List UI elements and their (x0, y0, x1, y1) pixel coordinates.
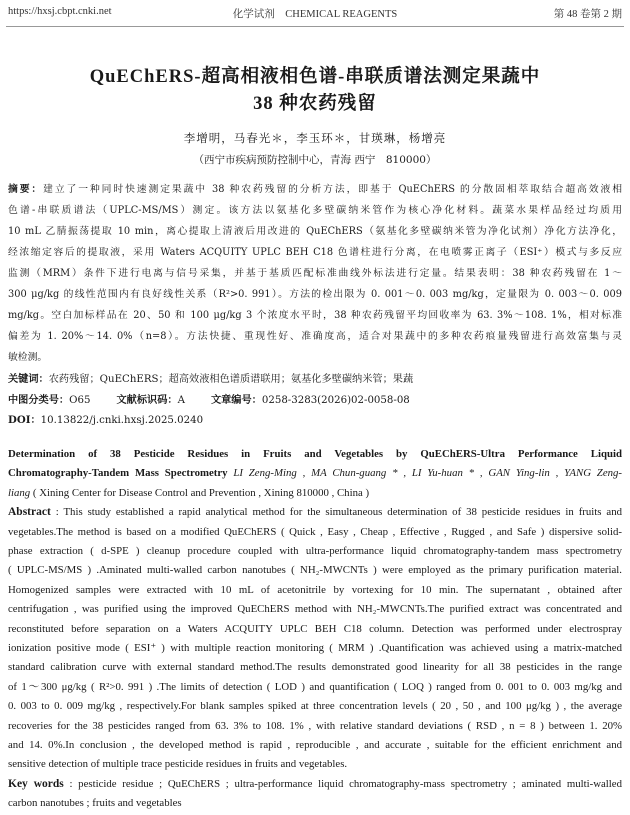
header-rule (6, 26, 624, 27)
article-no-value: 0258-3283(2026)02-0058-08 (261, 395, 410, 406)
abstract-en-line: of 1～300 μg/kg ( R²>0. 991 ) .The limits of detection ( LOD ) and quantification ( LOQ ) ranged from 0. 001 to 0. 003 mg/kg and (8, 680, 622, 693)
abstract-cn-line: 色谱-串联质谱法（UPLC-MS/MS）测定。该方法以氨基化多壁碳纳米管作为核心净化材料。蔬菜水果样品经过均质用 (8, 205, 622, 216)
abstract-cn-line: 敏检测。 (8, 352, 48, 363)
journal-name: 化学试剂 CHEMICAL REAGENTS (232, 9, 398, 20)
doi-label: DOI： (8, 414, 41, 426)
abstract-cn-line: 经浓缩定容后的提取液，采用 Waters ACQUITY UPLC BEH C18 色谱柱进行分离，在电喷雾正离子（ESI⁺）模式与多反应 (8, 247, 622, 258)
keywords-cn-text: 农药残留；QuEChERS；超高效液相色谱质谱联用；氨基化多壁碳纳米管；果蔬 (48, 374, 414, 385)
keywords-cn (8, 372, 413, 387)
journal-url[interactable]: https://hxsj.cbpt.cnki.net (8, 6, 112, 17)
affiliation-en: ( Xining Center for Disease Control and Prevention , Xining 810000 , China ) (30, 486, 370, 499)
abstract-en-line: Abstract : This study established a rapid analytical method for the simultaneous determination of 38 pesticide residues in fruits and (8, 506, 622, 519)
keywords-cn-label: 关键词： (8, 373, 49, 385)
doi (8, 413, 203, 428)
abstract-cn-line: 10 mL 乙腈振荡提取 10 min，离心提取上清液后用改进的 QuEChERS（氨基化多壁碳纳米管为净化试剂）净化方法净化， (8, 226, 622, 237)
journal-issue: 第 48 卷第 2 期 (553, 9, 622, 20)
keywords-en-label: Key words (8, 777, 64, 790)
abstract-cn-line: 300 μg/kg 的线性范围内有良好线性关系（R²>0. 991）。方法的检出限为 0. 001～0. 003 mg/kg，定量限为 0. 003～0. 009 (8, 289, 622, 300)
doc-code-value: A (177, 395, 185, 406)
title-cn-line1: QuEChERS-超高相液相色谱-串联质谱法测定果蔬中 (89, 67, 541, 87)
title-en-end: Chromatography-Tandem Mass Spectrometry (8, 467, 228, 480)
abstract-en-line: ionization positive mode ( ESI⁺ ) with multiple reaction monitoring ( MRM ) .Quantification was achieved using a matrix-matched (8, 642, 622, 654)
abstract-en-line: vegetables.The method is based on a modified QuEChERS ( Quick , Easy , Cheap , Effective , Rugged , and Safe ) dispersive solid- (8, 525, 622, 538)
abstract-cn-line: mg/kg。空白加标样品在 20、50 和 100 μg/kg 3 个浓度水平时，38 种农药残留平均回收率为 63. 3%～108. 1%，相对标准 (8, 310, 622, 321)
clc-value: O65 (69, 395, 91, 406)
abstract-cn-line: 监测（MRM）条件下进行电离与信号采集，并基于基质匹配标准曲线外标法进行定量。结果表明：38 种农药残留在 1～ (8, 268, 622, 279)
keywords-en-line: carbon nanotubes ; fruits and vegetables (8, 797, 182, 810)
abstract-cn-line: 摘要：建立了一种同时快速测定果蔬中 38 种农药残留的分析方法，即基于 QuEChERS 的分散固相萃取结合超高效液相 (8, 184, 622, 195)
abstract-en-line: sensitive detection of multiple trace pesticide residues in fruits and vegetables. (8, 758, 348, 771)
abstract-en-label: Abstract (8, 506, 51, 519)
abstract-en-line: reconstituted before separation on a Waters ACQUITY UPLC BEH C18 column. Detection was performed under electrospray (8, 622, 622, 635)
title-cn-line2: 38 种农药残留 (253, 94, 377, 114)
authors-en-end: liang (8, 486, 31, 499)
title-en-line1: Determination of 38 Pesticide Residues in Fruits and Vegetables by QuEChERS-Ultra Performance Liquid (8, 448, 622, 460)
abstract-cn-line: 偏差为 1. 20%～14. 0%（n=8）。方法快捷、重现性好、准确度高，适合对果蔬中的多种农药痕量残留进行高效富集与灵 (8, 331, 622, 342)
abstract-en-line: recoveries for the 38 pesticides ranged from 63. 3% to 108. 1% , with relative standard deviations ( RSD , n = 8 ) between 1. 20% (8, 719, 622, 732)
affiliation-en-line (8, 486, 622, 500)
abstract-en-line: Homogenized samples were extracted with 10 mL of acetonitrile by vortexing for 10 min. The supernatant , obtained after (8, 583, 622, 596)
abstract-en-line: standard calibration curve with external standard method.The results demonstrated good linearity for all 38 pesticides in the range (8, 661, 622, 674)
abstract-en-line: phase extraction ( d-SPE ) cleanup procedure coupled with ultra-performance liquid chromatography-tandem mass spectrometry (8, 545, 622, 557)
abstract-en-line: 0. 003 to 0. 009 mg/kg , respectively.For blank samples spiked at three concentration levels ( 20 , 50 , and 100 μg/kg ) , the average (8, 700, 622, 713)
article-no-label: 文章编号： (210, 394, 262, 406)
doc-code-label: 文献标识码： (116, 394, 178, 406)
clc-label: 中图分类号： (8, 394, 70, 406)
authors-cn: 李增明，马春光＊，李玉环＊，甘瑛琳，杨增亮 (183, 131, 447, 145)
abstract-en-line: centrifugation , was purified using the improved QuEChERS method with NH₂-MWCNTs.The purified extract was concentrated and (8, 603, 622, 616)
affiliation-cn: （西宁市疾病预防控制中心，青海 西宁 810000） (193, 154, 437, 166)
keywords-en-line: Key words : pesticide residue ; QuEChERS ; ultra-performance liquid chromatography-mass spectrometry ; aminated multi-walled (8, 777, 622, 790)
classification (8, 393, 410, 408)
authors-en: LI Zeng-Ming , MA Chun-guang * , LI Yu-huan * , GAN Ying-lin , YANG Zeng- (227, 467, 622, 480)
title-en-line2 (8, 466, 622, 480)
abstract-en-line: and 14. 0%.In conclusion , the developed method is rapid , reproducible , and accurate , suitable for the efficient enrichment and (8, 739, 622, 751)
abstract-en-line: ( UPLC-MS/MS ) .Aminated multi-walled carbon nanotubes ( NH₂-MWCNTs ) were employed as the primary purification material. (8, 564, 622, 577)
doi-link[interactable]: 10.13822/j.cnki.hxsj.2025.0240 (40, 415, 204, 426)
abstract-cn-label: 摘要： (8, 184, 44, 195)
